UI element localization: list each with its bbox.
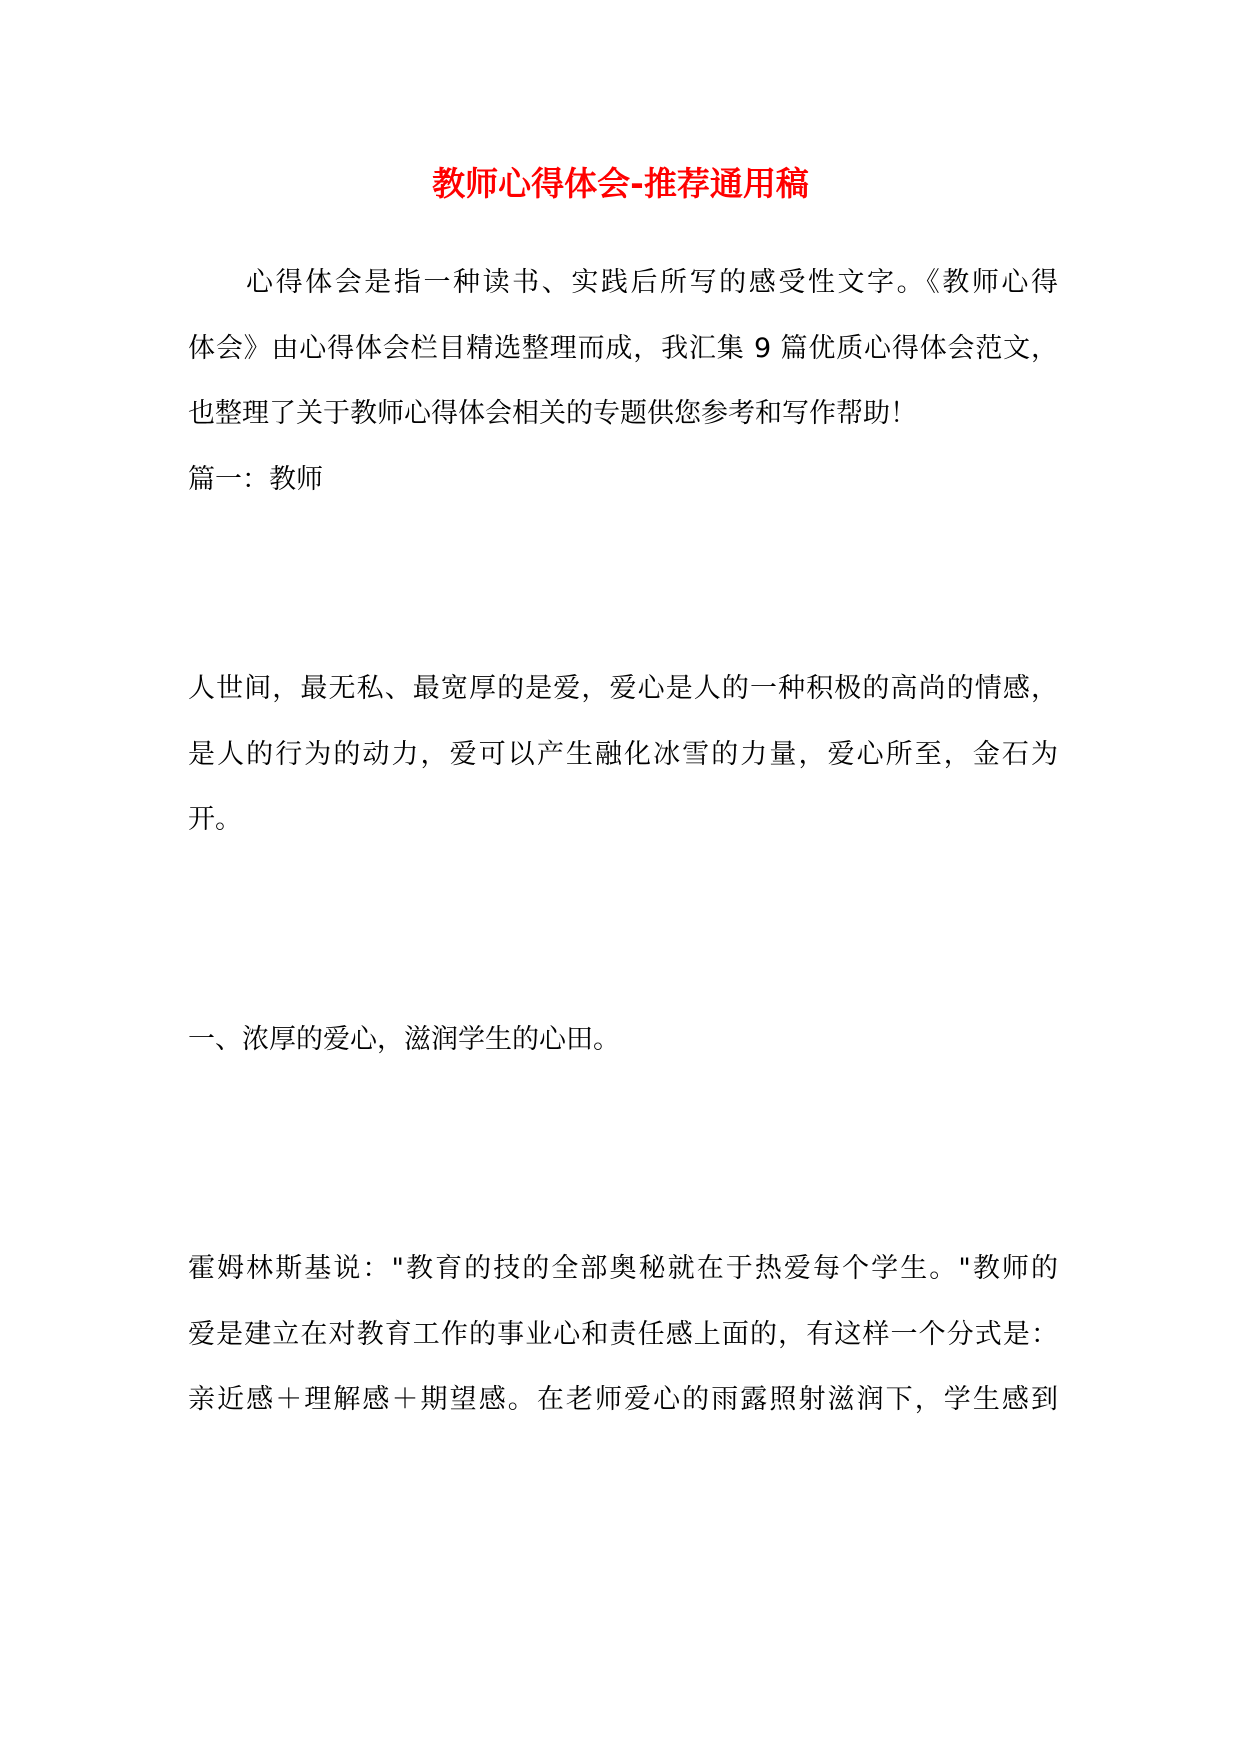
para1-line-3: 开。	[188, 804, 242, 835]
para2-line-2: 爱是建立在对教育工作的事业心和责任感上面的，有这样一个分式是：	[188, 1318, 1058, 1350]
para1-line-1: 人世间，最无私、最宽厚的是爱，爱心是人的一种积极的高尚的情感，	[188, 673, 1058, 704]
paragraph-1	[188, 656, 1058, 853]
para2-line-3: 亲近感＋理解感＋期望感。在老师爱心的雨露照射滋润下，学生感到	[188, 1384, 1058, 1415]
intro-paragraph	[188, 250, 1058, 512]
section-heading: 篇一：教师	[188, 463, 323, 495]
point-heading-1	[188, 1007, 1058, 1073]
intro-line-3: 也整理了关于教师心得体会相关的专题供您参考和写作帮助！	[188, 398, 917, 429]
para2-line-1: 霍姆林斯基说："教育的技的全部奥秘就在于热爱每个学生。"教师的	[188, 1253, 1058, 1284]
paragraph-2	[188, 1236, 1058, 1433]
intro-line-1: 心得体会是指一种读书、实践后所写的感受性文字。《教师心得	[246, 267, 1058, 298]
para1-line-2: 是人的行为的动力，爱可以产生融化冰雪的力量，爱心所至，金石为	[188, 738, 1058, 770]
intro-line-2: 体会》由心得体会栏目精选整理而成，我汇集 9 篇优质心得体会范文，	[188, 332, 1058, 364]
point1-text: 一、浓厚的爱心，滋润学生的心田。	[188, 1024, 620, 1055]
document-title: 教师心得体会-推荐通用稿	[432, 164, 809, 203]
